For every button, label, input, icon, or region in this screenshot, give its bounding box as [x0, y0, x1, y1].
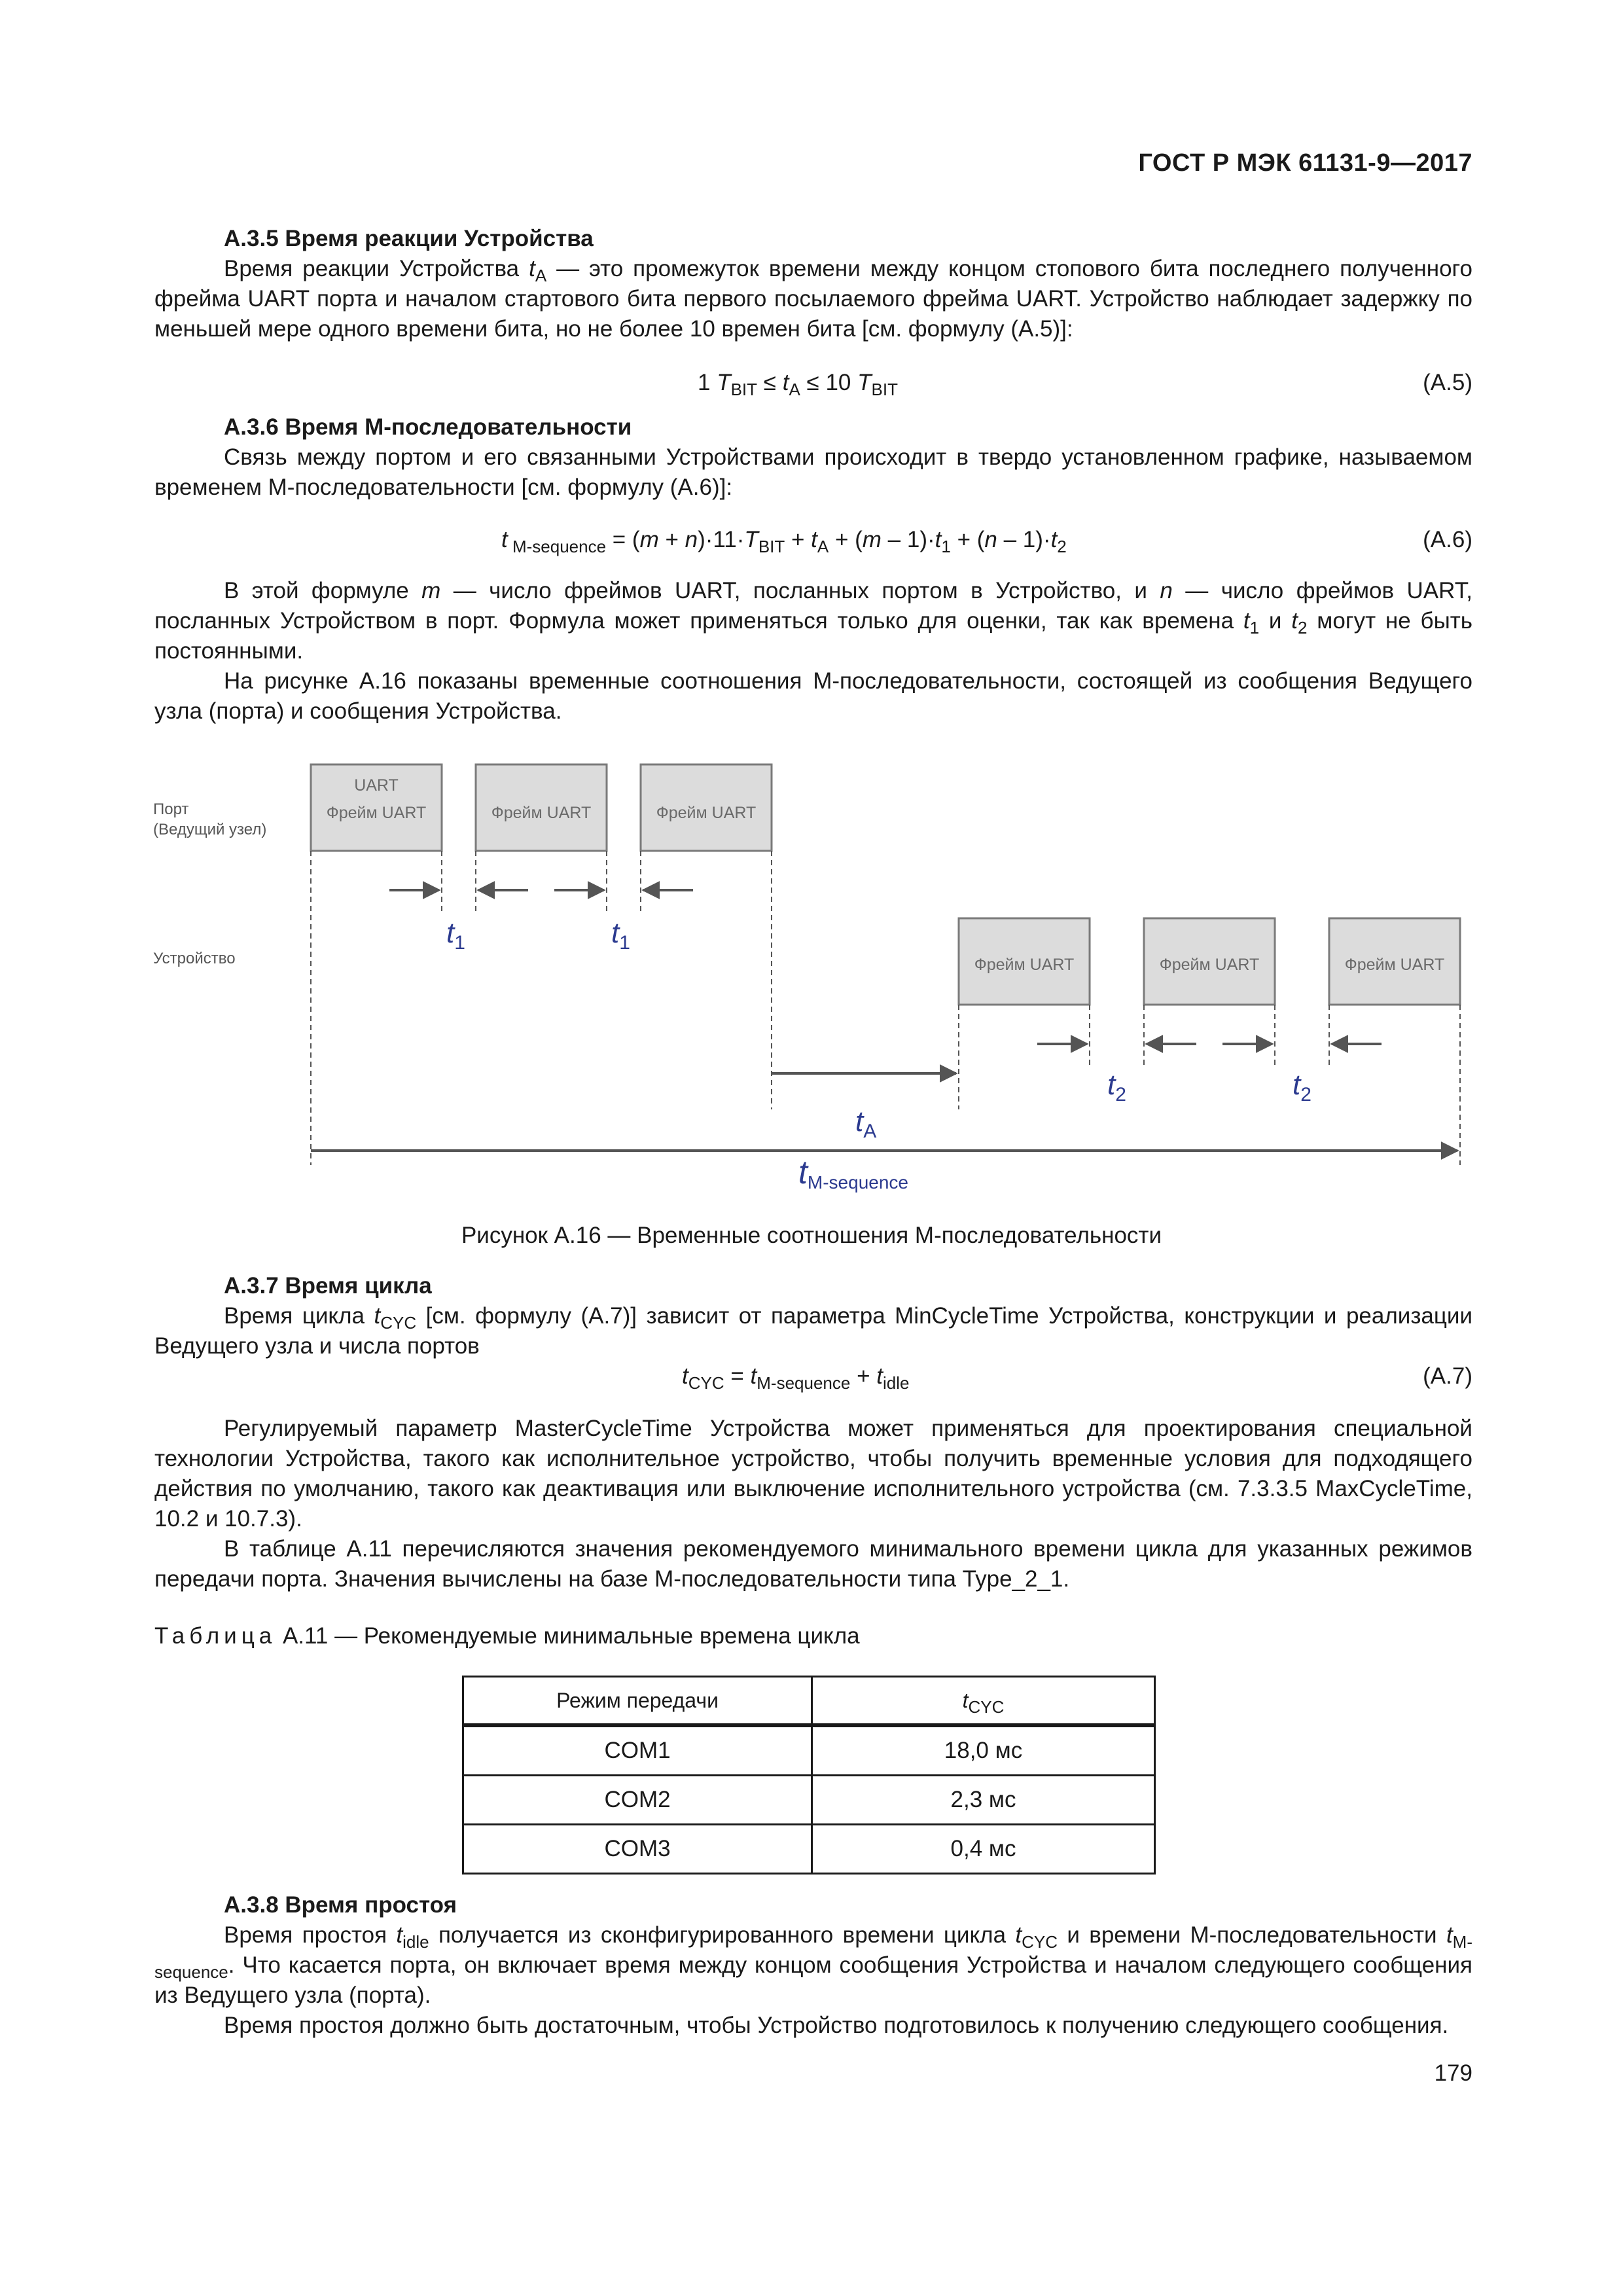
frame-label: Фрейм UART	[656, 804, 757, 822]
section-heading-a38: А.3.8 Время простоя	[224, 1892, 457, 1918]
paragraph: Регулируемый параметр MasterCycleTime Устройства может применяться для проектирования специальной технологии Устройства, такого как исполнительное устройство, чтобы получить временные условия для подходящего действия по умолчанию, такого как деактивация или выключение исполнительного устройства (см. 7.3.3.5 MaxCycleTime, 10.2 и 10.7.3).	[154, 1416, 1472, 1532]
t1-label: $t_1$	[611, 917, 630, 954]
standard-code: ГОСТ Р МЭК 61131-9—2017	[1138, 149, 1472, 177]
table-row	[463, 1725, 1155, 1776]
port-sublabel: (Ведущий узел)	[153, 821, 267, 838]
formula-number: (А.7)	[1423, 1363, 1472, 1389]
port-label: Порт	[153, 800, 189, 818]
cycle-time-table	[462, 1676, 1156, 1874]
frame-label: Фрейм UART	[491, 804, 592, 822]
paragraph: Время цикла $t_{CYC}$ [см. формулу (А.7)] зависит от параметра MinCycleTime Устройства, конструкции и реализации Ведущего узла и числа портов	[154, 1303, 1472, 1359]
paragraph: В таблице А.11 перечисляются значения рекомендуемого минимального времени цикла для указанных режимов передачи порта. Значения вычислены на базе М-последовательности типа Type_2_1.	[154, 1536, 1472, 1592]
frame-label: Фрейм UART	[1159, 956, 1260, 974]
paragraph: Время реакции Устройства $t_A$ — это промежуток времени между концом стопового бита последнего полученного фрейма UART порта и началом стартового бита первого посылаемого фрейма UART. Устройство наблюдает задержку по меньшей мере одного времени бита, но не более 10 времен бита [см. формулу (А.5)]:	[154, 256, 1472, 342]
section-a36-intro	[154, 412, 1472, 503]
paragraph: На рисунке А.16 показаны временные соотношения М-последовательности, состоящей из сообщения Ведущего узла (порта) и сообщения Устройства.	[154, 668, 1472, 724]
column-header-tcyc: $t_{CYC}$	[812, 1677, 1155, 1726]
table-row	[463, 1825, 1155, 1874]
section-a37-body	[154, 1414, 1472, 1594]
timing-diagram	[151, 759, 1486, 1204]
paragraph: Время простоя $t_{idle}$ получается из сконфигурированного времени цикла $t_{CYC}$ и времени М-последовательности $t_{M-sequence}$. Что касается порта, он включает время между концом сообщения Устройства и началом следующего сообщения из Ведущего узла (порта).	[154, 1922, 1472, 2008]
paragraph: Время простоя должно быть достаточным, чтобы Устройство подготовилось к получению следующего сообщения.	[224, 2013, 1449, 2038]
section-a35	[154, 224, 1472, 344]
page-number: 179	[1434, 2060, 1472, 2086]
section-a38	[154, 1890, 1472, 2041]
section-heading-a37: А.3.7 Время цикла	[224, 1273, 432, 1299]
frame-label: Фрейм UART	[326, 804, 427, 822]
section-a36-body	[154, 576, 1472, 726]
frame-label: UART	[354, 776, 399, 795]
formula-number: (А.6)	[1423, 527, 1472, 552]
cell-time: 18,0 мс	[812, 1725, 1155, 1776]
formula-a6: t $_{M-sequence} = (m + n)\cdot 11\cdot T_{BIT} + t_A + (m - 1)\cdot t_1 + (n - 1)\cdot t_2$ (А.6)	[154, 524, 1472, 556]
formula-number: (А.5)	[1423, 370, 1472, 395]
cell-mode: COM3	[463, 1825, 812, 1874]
table-row	[463, 1776, 1155, 1825]
formula-a7: $t_{CYC} = t_{M-sequence} + t_{idle}$ (А.7)	[154, 1360, 1472, 1393]
cell-time: 0,4 мс	[812, 1825, 1155, 1874]
frame-label: Фрейм UART	[974, 956, 1075, 974]
cell-time: 2,3 мс	[812, 1776, 1155, 1825]
figure-caption: Рисунок А.16 — Временные соотношения М-последовательности	[461, 1223, 1162, 1248]
dashed-guides	[311, 851, 1460, 1165]
section-heading-a36: А.3.6 Время М-последовательности	[224, 414, 632, 440]
t2-label: $t_2$	[1107, 1069, 1126, 1105]
section-a37	[154, 1271, 1472, 1361]
formula-a5: 1 $T_{BIT} \le t_A \le 10$ $T_{BIT}$ (А.5)	[154, 367, 1472, 399]
cell-mode: COM1	[463, 1725, 812, 1776]
paragraph: В этой формуле m — число фреймов UART, посланных портом в Устройство, и n — число фреймов UART, посланных Устройством в порт. Формула может применяться только для оценки, так как времена $t_1$ и $t_2$ могут не быть постоянными.	[154, 578, 1473, 664]
column-header-mode: Режим передачи	[463, 1677, 812, 1726]
table-title: Таблица А.11 — Рекомендуемые минимальные времена цикла	[154, 1623, 860, 1649]
section-heading-a35: А.3.5 Время реакции Устройства	[224, 226, 594, 251]
device-frames	[959, 918, 1460, 1005]
paragraph: Связь между портом и его связанными Устройствами происходит в твердо установленном графике, называемом временем М-последовательности [см. формулу (А.6)]:	[154, 444, 1472, 500]
t2-label: $t_2$	[1293, 1069, 1311, 1105]
m-sequence-label: tM-sequence	[798, 1154, 908, 1193]
frame-label: Фрейм UART	[1344, 956, 1445, 974]
table-header-row	[463, 1677, 1155, 1726]
cell-mode: COM2	[463, 1776, 812, 1825]
ta-label: $t_A$	[855, 1105, 877, 1142]
device-label: Устройство	[153, 950, 236, 967]
t1-label: $t_1$	[446, 917, 465, 954]
master-frames	[311, 764, 772, 851]
